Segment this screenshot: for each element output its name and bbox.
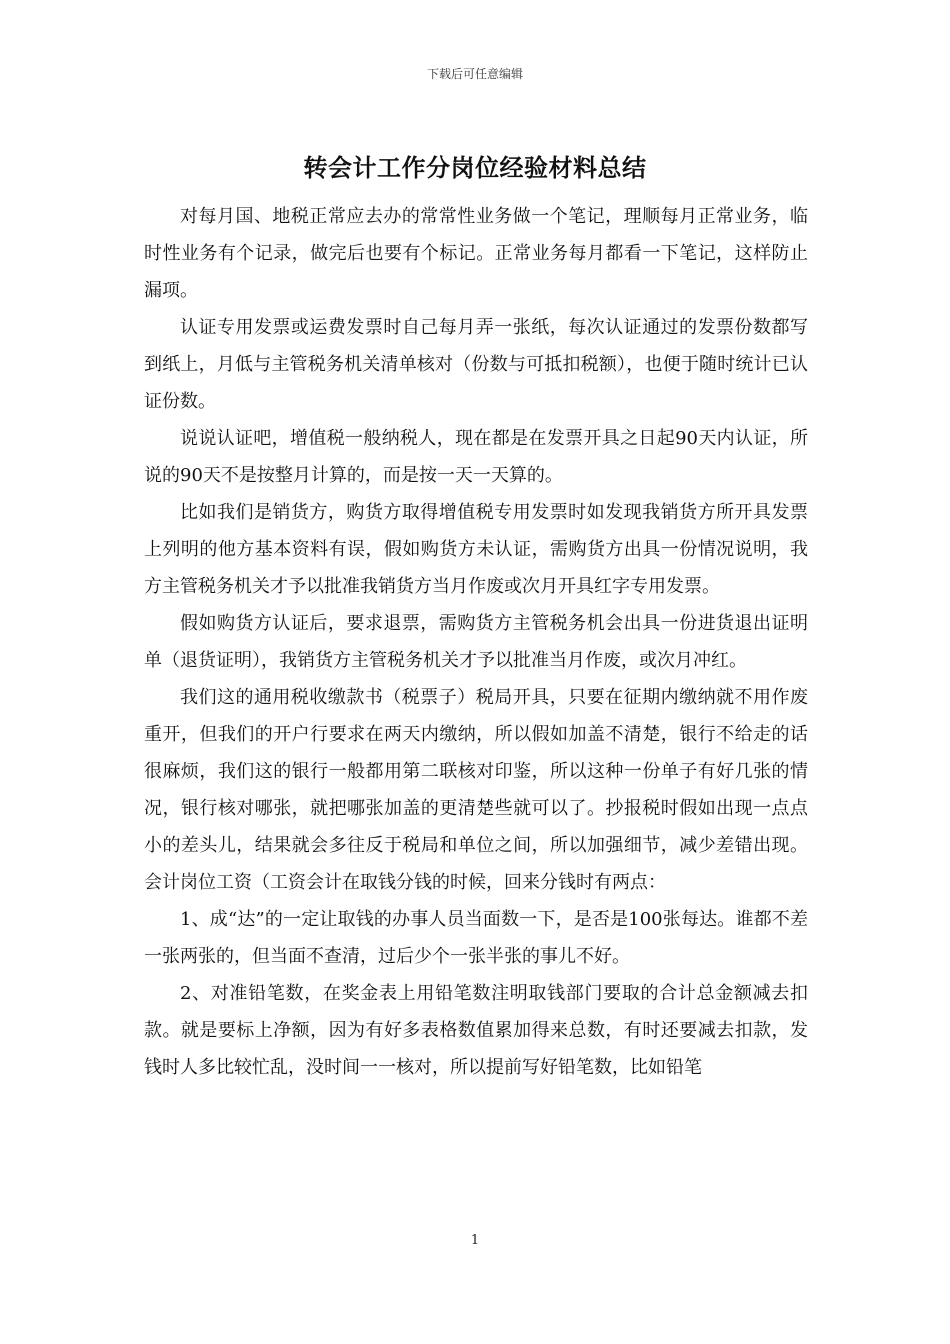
paragraph-5: 假如购货方认证后，要求退票，需购货方主管税务机会出具一份进货退出证明单（退货证明），我销货方主管税务机关才予以批准当月作废，或次月冲红。 bbox=[144, 613, 808, 671]
page-number: 1 bbox=[470, 1233, 480, 1248]
paragraph-1: 对每月国、地税正常应去办的常常性业务做一个笔记，理顺每月正常业务，临时性业务有个记录，做完后也要有个标记。正常业务每月都看一下笔记，这样防止漏项。 bbox=[144, 206, 808, 301]
paragraph-2: 认证专用发票或运费发票时自己每月弄一张纸，每次认证通过的发票份数都写到纸上，月低与主管税务机关清单核对（份数与可抵扣税额），也便于随时统计已认证份数。 bbox=[144, 317, 808, 412]
document-body bbox=[144, 198, 808, 1086]
paragraph-7: 1、成“达”的一定让取钱的办事人员当面数一下，是否是100张每达。谁都不差一张两张的，但当面不查清，过后少个一张半张的事儿不好。 bbox=[144, 909, 808, 967]
download-note: 下载后可任意编辑 bbox=[426, 67, 523, 81]
document-title: 转会计工作分岗位经验材料总结 bbox=[303, 153, 647, 182]
paragraph-4: 比如我们是销货方，购货方取得增值税专用发票时如发现我销货方所开具发票上列明的他方基本资料有误，假如购货方未认证，需购货方出具一份情况说明，我方主管税务机关才予以批准我销货方当月作废或次月开具红字专用发票。 bbox=[144, 502, 808, 597]
paragraph-6: 我们这的通用税收缴款书（税票子）税局开具，只要在征期内缴纳就不用作废重开，但我们的开户行要求在两天内缴纳，所以假如加盖不清楚，银行不给走的话很麻烦，我们这的银行一般都用第二联核对印鉴，所以这种一份单子有好几张的情况，银行核对哪张，就把哪张加盖的更清楚些就可以了。抄报税时假如出现一点点小的差头儿，结果就会多往反于税局和单位之间，所以加强细节，减少差错出现。会计岗位工资（工资会计在取钱分钱的时候，回来分钱时有两点： bbox=[144, 687, 808, 893]
paragraph-3: 说说认证吧，增值税一般纳税人，现在都是在发票开具之日起90天内认证，所说的90天不是按整月计算的，而是按一天一天算的。 bbox=[144, 428, 808, 486]
paragraph-8: 2、对准铅笔数，在奖金表上用铅笔数注明取钱部门要取的合计总金额减去扣款。就是要标上净额，因为有好多表格数值累加得来总数，有时还要减去扣款，发钱时人多比较忙乱，没时间一一核对，所以提前写好铅笔数，比如铅笔 bbox=[144, 983, 808, 1078]
